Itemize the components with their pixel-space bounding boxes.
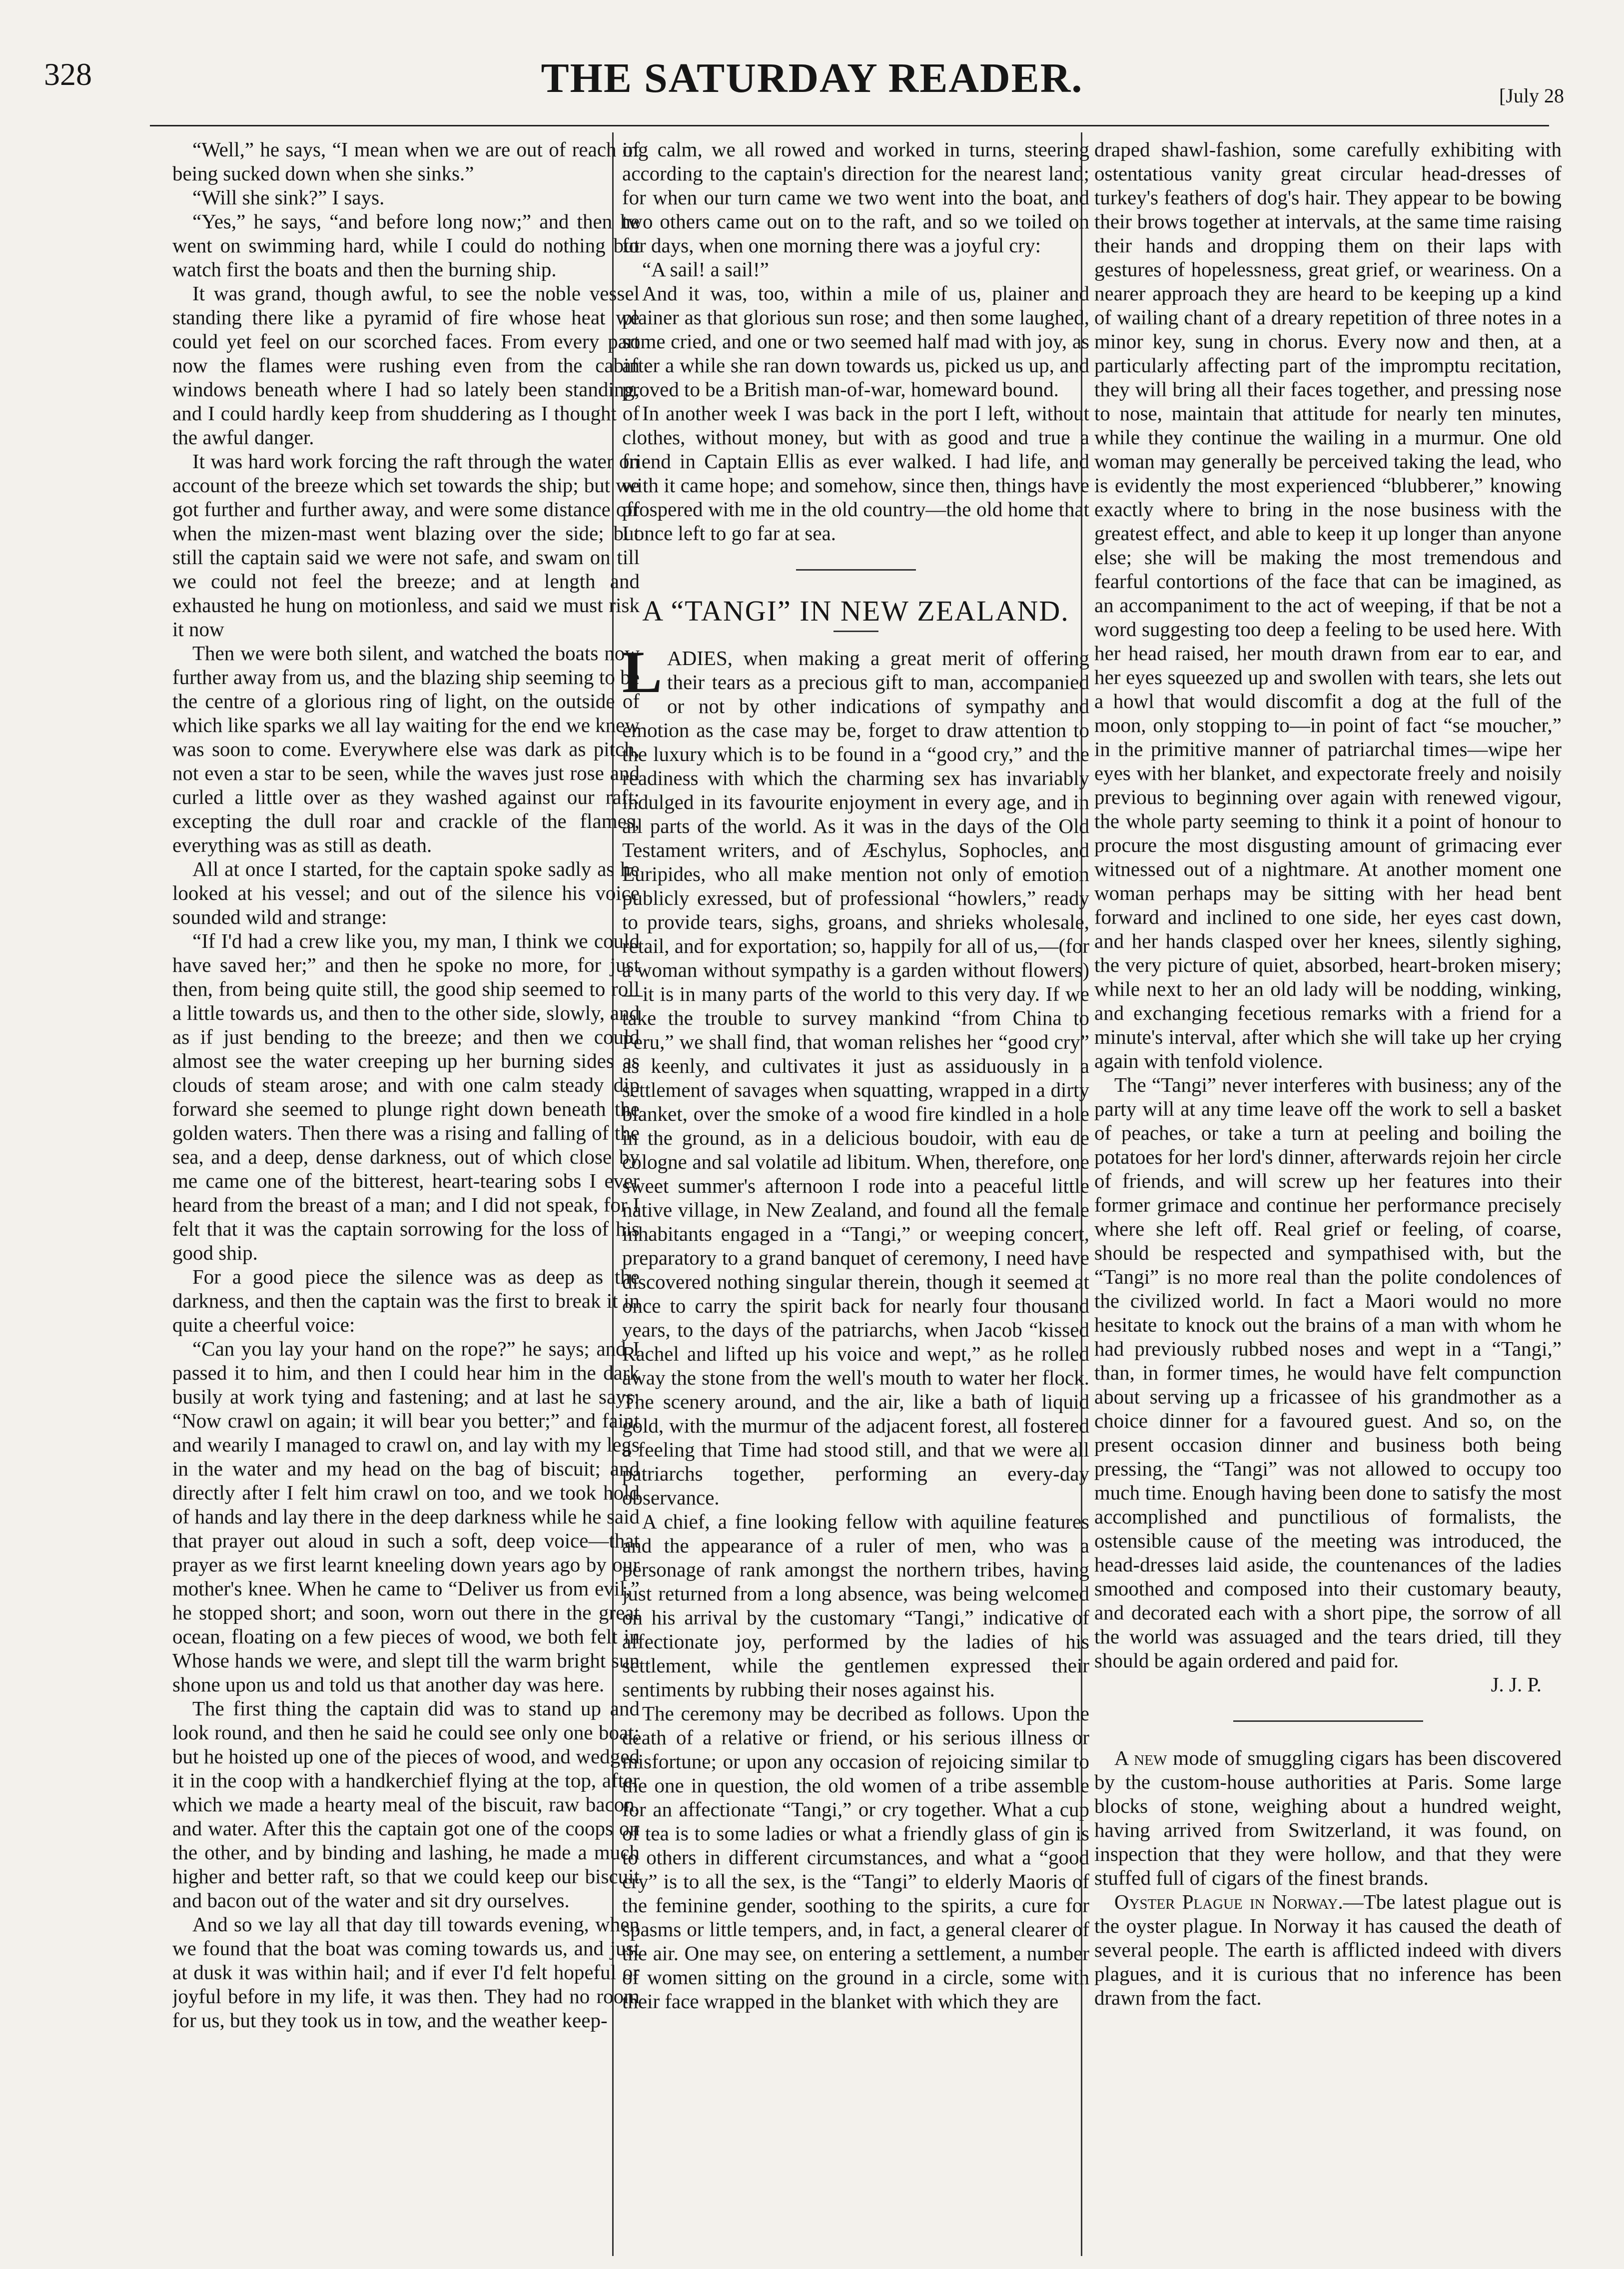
story-paragraph: It was grand, though awful, to see the noble vessel standing there like a pyramid of fire whose heat we could yet feel on our scorched faces. From every part now the flames were rushing even from the cabin windows beneath where I had so lately been standing, and I could hardly keep from shuddering as I thought of the awful danger.: [172, 282, 640, 449]
masthead-rule: [150, 125, 1549, 126]
section-separator: [796, 569, 916, 571]
column-1: [172, 137, 640, 2251]
story-paragraph: ing calm, we all rowed and worked in turns, steering according to the captain's direction for the nearest land; for when our turn came we two went into the boat, and two others came out on to the raft, and so we toiled on for days, when one morning there was a joyful cry:: [622, 138, 1089, 257]
story-paragraph: And so we lay all that day till towards evening, when we found that the boat was coming towards us, and just at dusk it was within hail; and if ever I'd felt hopeful or joyful before in my life, it was then. They had no room for us, but they took us in tow, and the weather keep-: [172, 1913, 640, 2032]
news-item-text: —Tbe latest plague out is the oyster plague. In Norway it has caused the death of several people. The earth is afflicted indeed with divers plagues, and it is curious that no inference has been drawn from the fact.: [1094, 1890, 1562, 2009]
news-item-lead: A new: [1114, 1746, 1167, 1769]
article-heading: A “TANGI” IN NEW ZEALAND.: [642, 595, 1069, 627]
page-number: 328: [44, 56, 92, 92]
story-paragraph: For a good piece the silence was as deep as the darkness, and then the captain was the first to break it in quite a cheerful voice:: [172, 1265, 640, 1336]
article-paragraph: A chief, a fine looking fellow with aquiline features and the appearance of a ruler of men, who was a personage of rank amongst the northern tribes, having just returned from a long absence, was being welcomed on his arrival by the customary “Tangi,” indicative of affectionate joy, performed by the ladies of his settlement, while the gentlemen expressed their sentiments by rubbing their noses against his.: [622, 1510, 1089, 1701]
news-item-lead: Oyster Plague in Norway.: [1114, 1890, 1343, 1913]
story-paragraph: “If I'd had a crew like you, my man, I think we could have saved her;” and then he spoke no more, for just then, from being quite still, the good ship seemed to roll a little towards us, and then to the other side, slowly, and as if just bending to the breeze; and then we could almost see the water creeping up her burning sides as clouds of steam arose; and with one calm steady dip forward she seemed to plunge right down beneath the golden waters. Then there was a rising and falling of the sea, and a deep, dense darkness, out of which close by me came one of the bitterest, heart-tearing sobs I ever heard from the breast of a man; and I did not speak, for I felt that it was the captain sorrowing for the loss of his good ship.: [172, 929, 640, 1264]
story-paragraph: “Can you lay your hand on the rope?” he says; and I passed it to him, and then I could hear him in the dark busily at work tying and fastening; and at last he says: “Now crawl on again; it will bear you better;” and faint and wearily I managed to crawl on, and lay with my legs in the water and my head on the bag of biscuit; and directly after I felt him crawl on too, and we took hold of hands and lay there in the deep darkness while he said that prayer out aloud in such a soft, deep voice—that prayer as we first learnt kneeling down years ago by our mother's knee. When he came to “Deliver us from evil,” he stopped short; and soon, worn out there in the great ocean, floating on a few pieces of wood, we both felt in Whose hands we were, and slept till the warm bright sun shone upon us and told us that another day was here.: [172, 1337, 640, 1696]
lead-word: ADIES,: [667, 647, 733, 670]
section-separator: [1233, 1720, 1423, 1722]
news-item: [1094, 1746, 1562, 1890]
story-paragraph: “Will she sink?” I says.: [192, 186, 385, 209]
issue-date: [July 28: [1499, 84, 1564, 107]
article-paragraph: draped shawl-fashion, some carefully exhibiting with ostentatious vanity great circular head-dresses of turkey's feathers of dog's hair. They appear to be bowing their brows together at intervals, at the same time raising their hands and dropping them on their laps with gestures of hopelessness, great grief, or weariness. On a nearer approach they are heard to be keeping up a kind of wailing chant of a dreary repetition of three notes in a minor key, sung in chorus. Every now and then, at a particularly affecting part of the impromptu recitation, they will bring all their faces together, and pressing nose to nose, maintain that attitude for nearly ten minutes, while they continue the wailing in a murmur. One old woman may generally be perceived taking the lead, who is evidently the most experienced “blubberer,” knowing exactly where to bring in the nose business with the greatest effect, and able to keep it up longer than anyone else; she will be making the most tremendous and fearful contortions of the face that can be imagined, as an accompaniment to the act of weeping, if that be not a word suggesting too deep a feeling to be used here. With her head raised, her mouth drawn from ear to ear, and her eyes squeezed up and swollen with tears, she lets out a howl that would discomfit a dog at the full of the moon, only stopping to—in point of fact “se moucher,” in the primitive manner of patriarchal times—wipe her eyes with her blanket, and expectorate freely and noisily previous to beginning over again with renewed vigour, the whole party seeming to think it a point of honour to procure the most disgusting amount of grimacing ever witnessed out of a nightmare. At another moment one woman perhaps may be sitting with her head bent forward and inclined to one side, her eyes cast down, and her hands clasped over her knees, silently sighing, the very picture of quiet, absorbed, heart-broken misery; while next to her an old lady will be nodding, winking, and exchanging fecetious remarks with a friend for a minute's interval, after which she will take up her crying again with tenfold violence.: [1094, 138, 1562, 1072]
story-paragraph: It was hard work forcing the raft through the water on account of the breeze which set towards the ship; but we got further and further away, and were some distance off when the mizen-mast went blazing over the side; but still the captain said we were not safe, and swam on till we could not feel the breeze; and at length and exhausted he hung on motionless, and said we must risk it now: [172, 450, 640, 641]
story-paragraph: “A sail! a sail!”: [642, 258, 769, 281]
lead-text: when making a great merit of offering their tears as a precious gift to man, accompanied or not by other indications of sympathy and emotion as the case may be, forget to draw attention to the luxury which is to be found in a “good cry,” and the readiness with which the charming sex has invariably indulged in its favourite enjoyment in every age, and in all parts of the world. As it was in the days of the Old Testament writers, and of Æschylus, Sophocles, and Euripides, who all make mention not only of emotion publicly exressed, but of professional “howlers,” ready to provide tears, sighs, groans, and shrieks wholesale, retail, and for exportation; so, happily for all of us,—(for a woman without sympathy is a garden without flowers)—it is in many parts of the world to this very day. If we take the trouble to survey mankind “from China to Peru,” we shall find, that woman relishes her “good cry” as keenly, and cultivates it just as assiduously in a settlement of savages when squatting, wrapped in a dirty blanket, over the smoke of a wood fire kindled in a hole in the ground, as in a delicious boudoir, with eau de cologne and sal volatile ad libitum. When, therefore, one sweet summer's afternoon I rode into a peaceful little native village, in New Zealand, and found all the female inhabitants engaged in a “Tangi,” or weeping concert, preparatory to a grand banquet of ceremony, I need have discovered nothing singular therein, though it seemed at once to carry the spirit back for nearly four thousand years, to the days of the patriarchs, when Jacob “kissed Rachel and lifted up his voice and wept,” as he rolled away the stone from the well's mouth to water her flock. The scenery around, and the air, like a bath of liquid gold, with the murmur of the adjacent forest, all fostered a feeling that Time had stood still, and that we were all patriarchs together, performing an every-day observance.: [622, 647, 1089, 1509]
column-2: [622, 137, 1089, 2251]
column-3: [1094, 137, 1562, 2251]
story-paragraph: Then we were both silent, and watched the boats now further away from us, and the blazing ship seeming to be the centre of a glorious ring of light, on the outside of which like sparks we all lay waiting for the end we knew was soon to come. Everywhere else was dark as pitch, not even a star to be seen, while the waves just rose and curled a little over as they washed against our raft: excepting the dull roar and crackle of the flames, everything was as still as death.: [172, 642, 640, 856]
news-item: [1094, 1890, 1562, 2010]
story-paragraph: “Well,” he says, “I mean when we are out of reach of being sucked down when she sinks.”: [172, 138, 640, 185]
article-lead-paragraph: [622, 639, 1089, 1510]
story-paragraph: “Yes,” he says, “and before long now;” and then he went on swimming hard, while I could do nothing but watch first the boats and then the burning ship.: [172, 210, 640, 281]
masthead: [0, 0, 1624, 130]
article-paragraph: The “Tangi” never interferes with business; any of the party will at any time leave off the work to sell a basket of peaches, or take a turn at peeling and boiling the potatoes for her lord's dinner, afterwards rejoin her circle of friends, and will screw up her features into their former grimace and continue her performance precisely where she left off. Real grief or feeling, of coarse, should be respected and sympathised with, but the “Tangi” is no more real than the polite condolences of the civilized world. In fact a Maori would no more hesitate to knock out the brains of a man with whom he had previously rubbed noses and wept in a “Tangi,” than, in former times, he would have felt compunction about serving up a fricassee of his grandmother as a choice dinner for a favoured guest. And so, on the present occasion dinner and business both being pressing, the “Tangi” was not allowed to occupy too much time. Enough having been done to satisfy the most accomplished and punctilious of formalists, the ostensible cause of the meeting was introduced, the head-dresses laid aside, the countenances of the ladies smoothed and composed into their customary beauty, and decorated each with a short pipe, the sorrow of all the world was assuaged and the tears dried, till they should be again ordered and paid for.: [1094, 1073, 1562, 1672]
author-signature: J. J. P.: [1491, 1673, 1542, 1696]
heading-rule: [833, 631, 878, 632]
story-paragraph: The first thing the captain did was to stand up and look round, and then he said he could see only one boat; but he hoisted up one of the pieces of wood, and wedged it in the coop with a handkerchief flying at the top, after which we made a hearty meal of the biscuit, raw bacon, and water. After this the captain got one of the coops on the other, and by binding and lashing, he made a much higher and better raft, so that we could keep our biscuit and bacon out of the water and sit dry ourselves.: [172, 1697, 640, 1912]
publication-title: THE SATURDAY READER.: [541, 55, 1083, 101]
story-paragraph: And it was, too, within a mile of us, plainer and plainer as that glorious sun rose; and then some laughed, some cried, and one or two seemed half mad with joy, as after a while she ran down towards us, picked us up, and proved to be a British man-of-war, homeward bound.: [622, 282, 1089, 401]
story-paragraph: In another week I was back in the port I left, without clothes, without money, but with as good and true a friend in Captain Ellis as ever walked. I had life, and with it came hope; and somehow, since then, things have prospered with me in the old country—the old home that I once left to go far at sea.: [622, 402, 1089, 545]
news-item-text: mode of smuggling cigars has been discovered by the custom-house authorities at Paris. Some large blocks of stone, weighing about a hundred weight, having arrived from Switzerland, it was found, on inspection that they were hollow, and that they were stuffed full of cigars of the finest brands.: [1094, 1746, 1562, 1889]
story-paragraph: All at once I started, for the captain spoke sadly as he looked at his vessel; and out of the silence his voice sounded wild and strange:: [172, 857, 640, 928]
article-paragraph: The ceremony may be decribed as follows. Upon the death of a relative or friend, or his serious illness or misfortune; or upon any occasion of rejoicing similar to the one in question, the old women of a tribe assemble for an affectionate “Tangi,” or cry together. What a cup of tea is to some ladies or what a friendly glass of gin is to others in different circumstances, and what a “good cry” is to all the sex, is the “Tangi” to elderly Maoris of the feminine gender, soothing to the spirits, a cure for spasms or little tempers, and, in fact, a general clearer of the air. One may see, on entering a settlement, a number of women sitting on the ground in a circle, some with their face wrapped in the blanket with which they are: [622, 1702, 1089, 2013]
drop-cap: L: [622, 639, 663, 705]
